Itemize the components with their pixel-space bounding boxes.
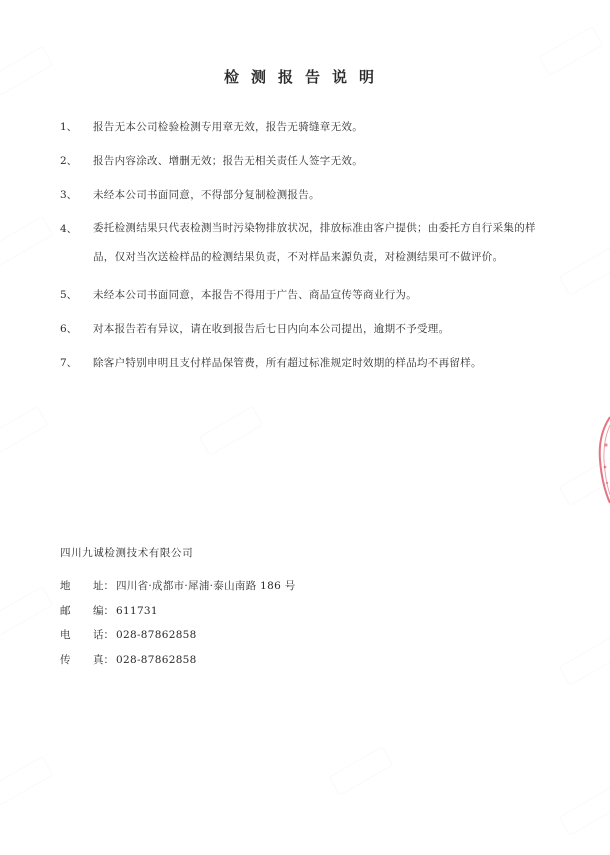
watermark-mark [199, 406, 264, 456]
contact-label: 地 [60, 580, 71, 592]
red-seal-edge-icon [596, 415, 610, 505]
item-number: 7、 [60, 357, 78, 369]
contact-label-suffix: 真： [93, 653, 114, 666]
contact-value: 028-87862858 [116, 653, 197, 666]
item-number: 5、 [60, 289, 78, 301]
list-item [60, 184, 560, 206]
list-item [60, 218, 560, 272]
contact-row-phone [60, 625, 460, 650]
watermark-mark [559, 786, 610, 836]
item-text: 除客户特别申明且支付样品保管费，所有超过标准规定时效期的样品均不再留样。 [93, 357, 482, 369]
item-text: 委托检测结果只代表检测当时污染物排放状况，排放标准由客户提供；由委托方自行采集的样品，仅对当次送检样品的检测结果负责，不对样品来源负责，对检测结果可不做评价。 [93, 222, 536, 263]
contact-block [60, 576, 460, 674]
item-number: 6、 [60, 323, 78, 335]
contact-value: 611731 [116, 604, 158, 617]
item-number: 4、 [60, 223, 78, 235]
watermark-mark [0, 216, 53, 266]
contact-value: 028-87862858 [116, 629, 197, 641]
list-item [60, 150, 560, 172]
contact-row-postcode [60, 601, 460, 626]
contact-label-suffix: 编： [93, 604, 114, 617]
item-text: 报告无本公司检验检测专用章无效，报告无骑缝章无效。 [93, 121, 363, 133]
list-item [60, 352, 560, 374]
watermark-mark [559, 246, 610, 296]
contact-label-suffix: 话： [93, 629, 114, 641]
item-number: 1、 [60, 121, 78, 133]
notice-list [60, 116, 560, 386]
item-text: 对本报告若有异议，请在收到报告后七日内向本公司提出，逾期不予受理。 [93, 323, 450, 335]
contact-label: 传 [60, 653, 71, 666]
item-text: 未经本公司书面同意，不得部分复制检测报告。 [93, 189, 320, 201]
contact-row-address [60, 576, 460, 601]
contact-label: 邮 [60, 604, 71, 617]
list-item [60, 284, 560, 306]
contact-value: 四川省·成都市·犀浦·泰山南路 186 号 [116, 580, 296, 592]
list-item [60, 116, 560, 138]
watermark-mark [329, 746, 394, 796]
contact-label: 电 [60, 629, 71, 641]
company-name: 四川九诚检测技术有限公司 [60, 547, 194, 559]
watermark-mark [0, 756, 53, 806]
item-text: 报告内容涂改、增删无效；报告无相关责任人签字无效。 [93, 155, 363, 167]
item-number: 2、 [60, 155, 78, 167]
contact-row-fax [60, 650, 460, 675]
item-text: 未经本公司书面同意，本报告不得用于广告、商品宣传等商业行为。 [93, 289, 417, 301]
page-title: 检测报告说明 [223, 68, 386, 86]
watermark-mark [559, 636, 610, 686]
item-number: 3、 [60, 189, 78, 201]
list-item [60, 318, 560, 340]
watermark-mark [0, 406, 48, 456]
watermark-mark [0, 586, 53, 636]
contact-label-suffix: 址： [93, 580, 114, 592]
